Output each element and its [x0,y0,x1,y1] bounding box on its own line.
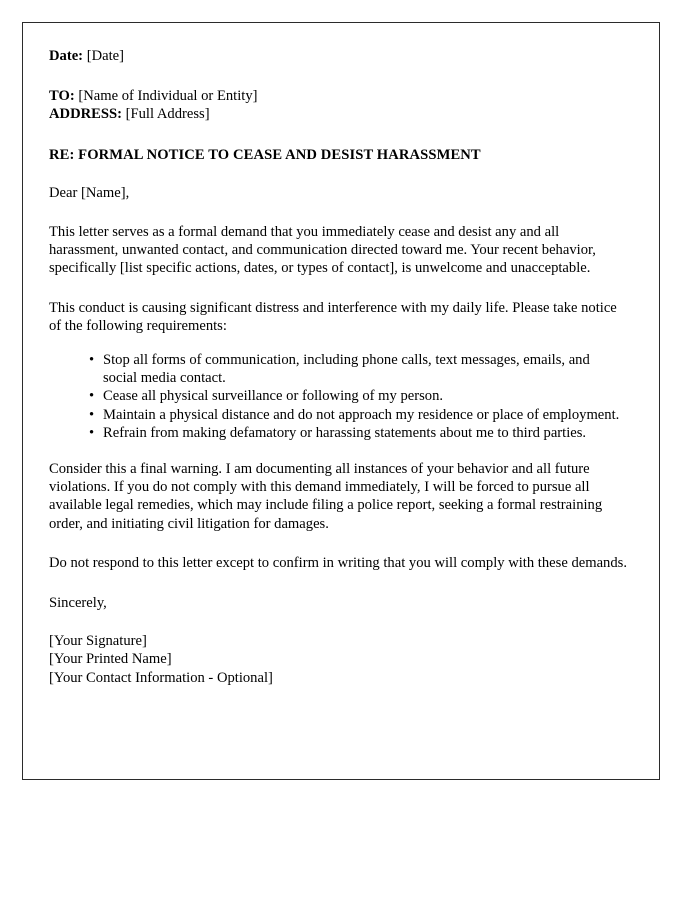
date-line [49,47,627,65]
bullet-icon: • [89,388,95,405]
subject-heading: RE: FORMAL NOTICE TO CEASE AND DESIST HARASSMENT [49,146,481,163]
signature-block [49,632,627,687]
bullet-icon: • [89,406,95,423]
spacer-before-signature [49,612,627,632]
date-value: [Date] [86,48,124,64]
letter-page [22,22,660,780]
spacer-after-list [49,442,627,460]
requirements-list [49,351,627,442]
contact-information-placeholder: [Your Contact Information - Optional] [49,669,273,686]
paragraph-no-response: Do not respond to this letter except to confirm in writing that you will comply with these demands. [49,554,627,571]
spacer-after-paragraph-3 [49,533,627,554]
spacer-after-heading [49,164,627,184]
to-value: [Name of Individual or Entity] [78,88,258,105]
list-item-label: Cease all physical surveillance or following of my person. [103,388,444,405]
paragraph-final-warning: Consider this a final warning. I am documenting all instances of your behavior and all future violations. If you do not comply with this demand immediately, I will be forced to pursue all available legal remedies, which may include filing a police report, seeking a formal restraining order, and initiating civil litigation for damages. [49,461,603,532]
list-item [89,406,627,424]
letter-body [49,47,627,687]
spacer-after-paragraph-1 [49,278,627,299]
printed-name-placeholder: [Your Printed Name] [49,651,172,668]
date-label: Date: [49,48,84,64]
spacer-before-closing [49,572,627,594]
list-item-label: Maintain a physical distance and do not approach my residence or place of employment. [103,406,620,423]
recipient-to-line [49,87,627,105]
list-item-label: Refrain from making defamatory or harassing statements about me to third parties. [103,424,587,441]
list-item [89,351,627,387]
recipient-address-line [49,105,627,123]
list-item [89,424,627,442]
spacer-after-date [49,65,627,87]
signature-placeholder: [Your Signature] [49,633,147,650]
paragraph-requirements-intro: This conduct is causing significant distress and interference with my daily life. Please take notice of the following requirements: [49,299,617,334]
salutation: Dear [Name], [49,184,130,201]
bullet-icon: • [89,352,95,369]
spacer-after-salutation [49,202,627,223]
bullet-icon: • [89,424,95,441]
address-value: [Full Address] [125,106,210,123]
list-item-label: Stop all forms of communication, including phone calls, text messages, emails, and social media contact. [103,352,590,387]
to-label: TO: [49,88,75,105]
spacer-before-list [49,335,627,351]
list-item [89,387,627,405]
spacer-after-recipient [49,124,627,146]
address-label: ADDRESS: [49,106,122,123]
paragraph-demand: This letter serves as a formal demand that you immediately cease and desist any and all harassment, unwanted contact, and communication directed toward me. Your recent behavior, specifically [list specific actions, dates, or types of contact], is unwelcome and unacceptable. [49,224,596,277]
closing-salutation: Sincerely, [49,595,107,612]
